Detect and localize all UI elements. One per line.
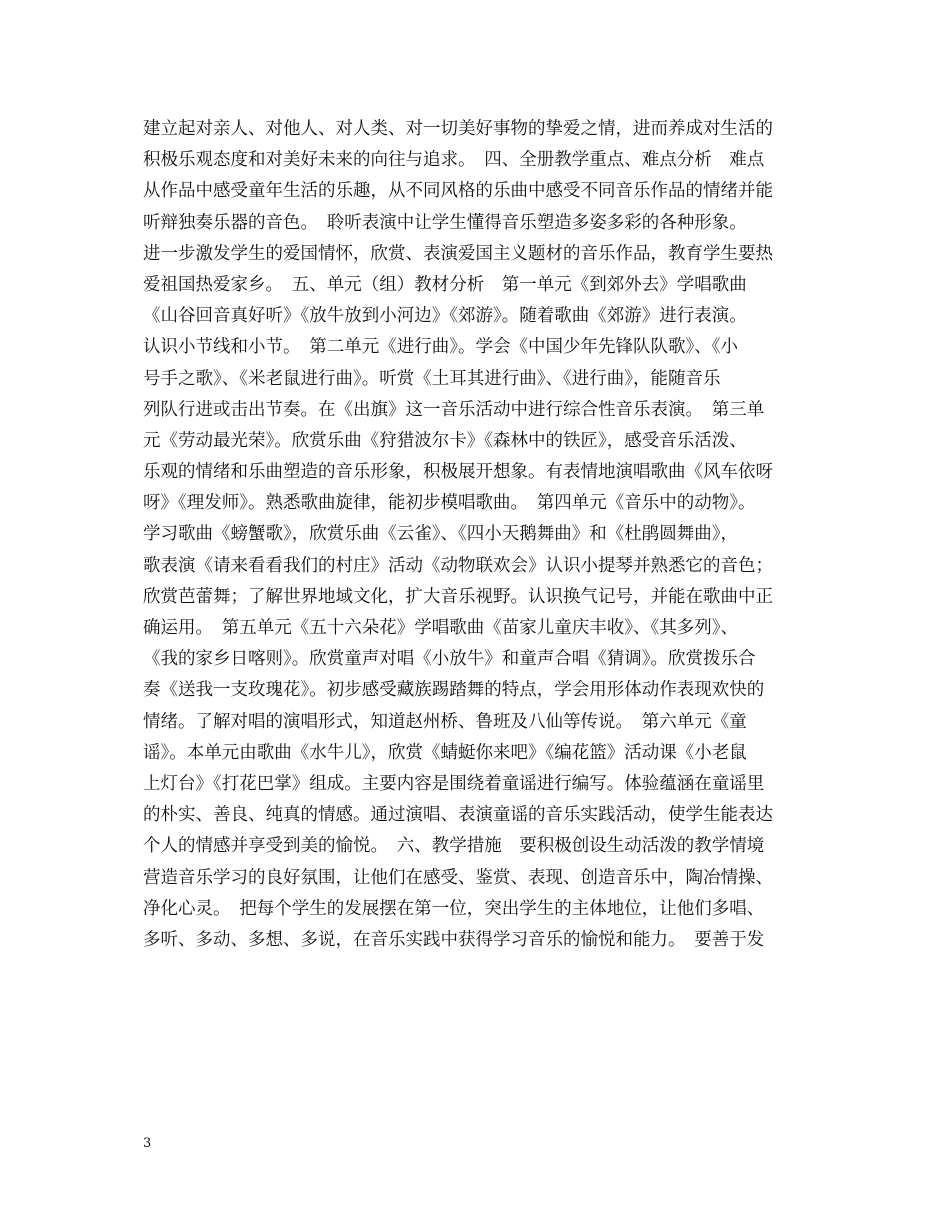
body-text [143,114,843,956]
text-line: 确运用。 第五单元《五十六朵花》学唱歌曲《苗家儿童庆丰收》、《其多列》、 [143,618,738,638]
text-line: 乐观的情绪和乐曲塑造的音乐形象，积极展开想象。有表情地演唱歌曲《风车依呀 [143,462,773,483]
text-line: 《山谷回音真好听》《放牛放到小河边》《郊游》。随着歌曲《郊游》进行表演。 [143,306,747,327]
text-line: 学习歌曲《螃蟹歌》，欣赏乐曲《云雀》、《四小天鹅舞曲》和《杜鹃圆舞曲》， [143,524,738,545]
text-line: 净化心灵。 把每个学生的发展摆在第一位，突出学生的主体地位，让他们多唱、 [143,898,765,919]
page-number: 3 [143,1136,152,1151]
text-line: 情绪。了解对唱的演唱形式，知道赵州桥、鲁班及八仙等传说。 第六单元《童 [143,711,747,732]
text-line: 《我的家乡日喀则》。欣赏童声对唱《小放牛》和童声合唱《猜调》。欣赏拨乐合 [143,649,756,670]
text-line: 建立起对亲人、对他人、对人类、对一切美好事物的挚爱之情，进而养成对生活的 [143,119,773,139]
text-line: 认识小节线和小节。 第二单元《进行曲》。学会《中国少年先锋队队歌》、《小 [143,337,738,358]
text-line: 元《劳动最光荣》。欣赏乐曲《狩猎波尔卡》《森林中的铁匠》，感受音乐活泼、 [143,430,747,451]
text-line: 积极乐观态度和对美好未来的向往与追求。 四、全册教学重点、难点分析 难点 [143,150,765,171]
text-line: 爱祖国热爱家乡。 五、单元（组）教材分析 第一单元《到郊外去》学唱歌曲 [143,274,747,295]
text-line: 听辩独奏乐器的音色。 聆听表演中让学生懂得音乐塑造多姿多彩的各种形象。 [143,212,747,233]
text-line: 上灯台》《打花巴掌》组成。主要内容是围绕着童谣进行编写。体验蕴涵在童谣里 [143,773,765,794]
text-line: 营造音乐学习的良好氛围，让他们在感受、鉴赏、表现、创造音乐中，陶冶情操、 [143,867,773,888]
text-line: 个人的情感并享受到美的愉悦。 六、教学措施 要积极创设生动活泼的教学情境 [143,836,765,857]
text-line: 列队行进或击出节奏。在《出旗》这一音乐活动中进行综合性音乐表演。 第三单 [143,399,765,420]
text-line: 欣赏芭蕾舞；了解世界地域文化，扩大音乐视野。认识换气记号，并能在歌曲中正 [143,586,773,607]
text-line: 呀》《理发师》。熟悉歌曲旋律，能初步模唱歌曲。 第四单元《音乐中的动物》。 [143,493,756,514]
text-line: 进一步激发学生的爱国情怀，欣赏、表演爱国主义题材的音乐作品，教育学生要热 [143,243,773,264]
text-line: 谣》。本单元由歌曲《水牛儿》，欣赏《蜻蜓你来吧》《编花篮》活动课《小老鼠 [143,742,747,763]
text-line: 号手之歌》、《米老鼠进行曲》。听赏《土耳其进行曲》、《进行曲》，能随音乐 [143,368,721,389]
text-line: 从作品中感受童年生活的乐趣，从不同风格的乐曲中感受不同音乐作品的情绪并能 [143,181,773,202]
text-line: 的朴实、善良、纯真的情感。通过演唱、表演童谣的音乐实践活动，使学生能表达 [143,805,773,826]
text-line: 歌表演《请来看看我们的村庄》活动《动物联欢会》认识小提琴并熟悉它的音色； [143,555,773,576]
text-line: 奏《送我一支玫瑰花》。初步感受藏族踢踏舞的特点，学会用形体动作表现欢快的 [143,680,765,701]
text-line: 多听、多动、多想、多说，在音乐实践中获得学习音乐的愉悦和能力。 要善于发 [143,929,765,950]
